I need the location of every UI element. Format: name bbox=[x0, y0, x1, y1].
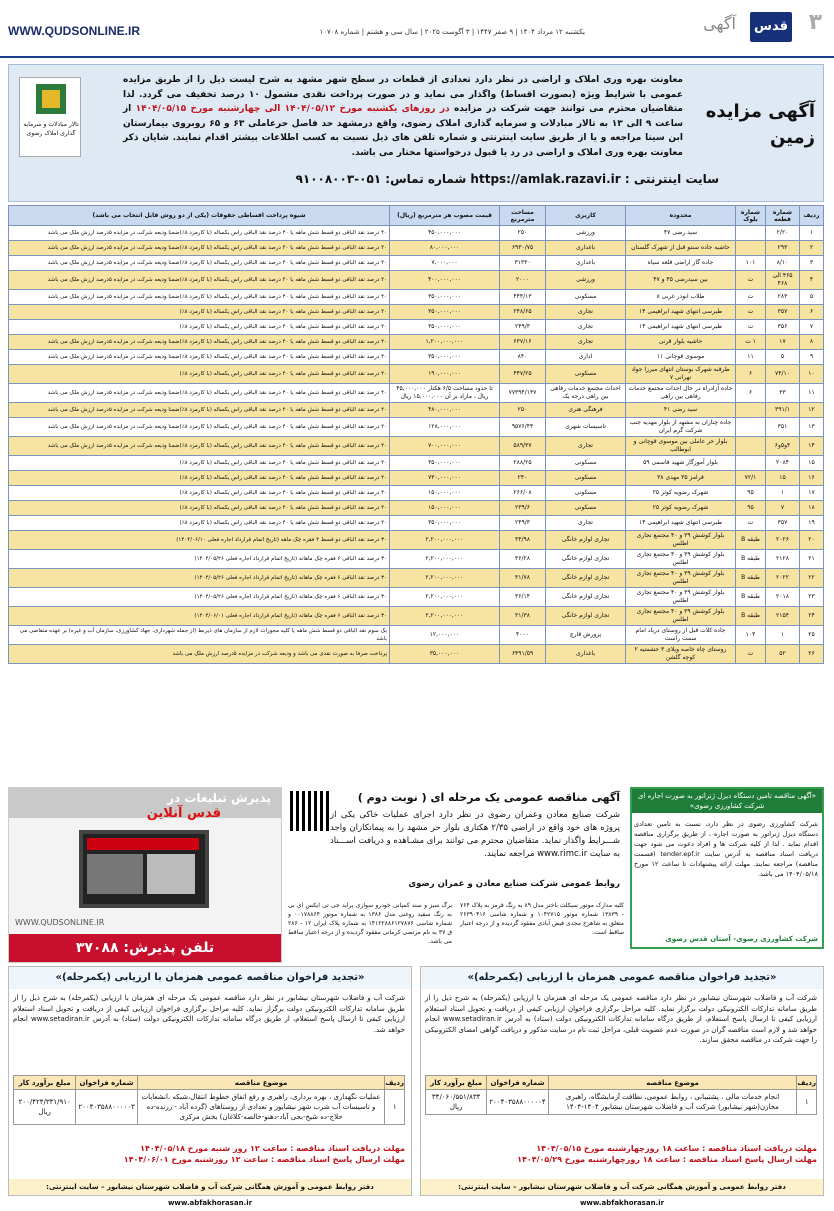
table-cell: ۲۵ bbox=[800, 626, 824, 645]
table-cell: ۲۴۰ bbox=[500, 471, 546, 486]
tender-table: ردیف موضوع مناقصه شماره فراخوان مبلغ برآورد کار ۱ عملیات نگهداری ، بهره برداری، راهبری و رفع اتفاق خطوط انتقال،شبکه ،انشعابات و تاسیسات آب شرب شهر نیشابور و تعدادی از روستاهای (گرده آباد - زرنده-ده حلاج-ده شیخ-بحی آباد-دهنو-خالصه-کلاغان) بخش مرکزی ۲۰۰۴۰۳۵۸۸۰۰۰۰۰۳ ۲۰۰/۴۲۴/۳۳۱/۹۱۰ ریال bbox=[13, 1075, 405, 1125]
table-cell: ۳۱/۷۸ bbox=[500, 569, 546, 588]
table-row bbox=[9, 626, 824, 645]
table-cell: تجاری لوازم خانگی bbox=[546, 569, 626, 588]
tender-footer: دفتر روابط عمومی و آموزش همگانی شرکت آب و فاضلاب شهرستان نیشابور – سایت اینترنتی: www.abfakhorasan.ir bbox=[9, 1179, 411, 1195]
table-cell: ۶۹۳۰/۷۵ bbox=[500, 241, 546, 256]
table-cell: مسکونی bbox=[546, 486, 626, 501]
table-cell: ۴۰ درصد نقد الباقی دو قسط شش ماهه یا ۴۰ درصد نقد الباقی راس یکساله (با کارمزد ۸٪) bbox=[9, 365, 390, 384]
mining-tender-ad bbox=[288, 787, 624, 899]
table-cell: بلوار حر عاملی بین موسوی قوچانی و ابوطالب bbox=[626, 437, 736, 456]
table-cell: ۳۵۰,۰۰۰,۰۰۰ bbox=[390, 290, 500, 305]
table-cell: تا حدود مساحت ۶/۵ هکتار ۴۵,۰۰۰,۰۰۰ ریال ، مازاد بر آن ۱۵,۰۰۰,۰۰۰ ریال bbox=[390, 384, 500, 403]
table-cell: اداری bbox=[546, 350, 626, 365]
table-cell: ۸۴۰ bbox=[500, 350, 546, 365]
table-cell: بلوار کوشش ۳۹ و ۴۰ مجتمع تجاری اطلس bbox=[626, 550, 736, 569]
table-cell: ۱ ت bbox=[736, 335, 766, 350]
table-cell: ۲/۲۰ bbox=[766, 226, 800, 241]
table-row bbox=[9, 531, 824, 550]
mining-ad-footer: روابط عمومی شرکت صنایع معادن و عمران رضوی bbox=[408, 879, 620, 889]
table-cell: ۴۰ درصد نقد الباقی دو قسط شش ماهه یا ۴۰ درصد نقد الباقی راس یکساله (با کارمزد ۸٪)ضمنا ودیعه شرکت در مزایده ۵درصد ارزش ملک می باشد bbox=[9, 335, 390, 350]
table-cell: ۴۴۴/۱۳ bbox=[500, 290, 546, 305]
mining-ad-body: شرکت صنایع معادن وعمران رضوی در نظر دارد اجرای عملیات خاکی یکی از پروژه های خود واقع در اراضی ۲/۳۵ هکتاری بلوار حر مشهد را به پیمانکاران واجد شـــرایط واگذار نماید. متقاضیان محترم می توانند برای مشـاهده و دریافت اســـناد به سایت www.rimc.ir مراجعه نمایند. bbox=[330, 810, 620, 859]
table-cell: موسوی قوچانی ۱۱ bbox=[626, 350, 736, 365]
table-cell: باغداری bbox=[546, 241, 626, 256]
table-cell: تجاری لوازم خانگی bbox=[546, 607, 626, 626]
table-cell: ۳۰ درصد نقد الباقی دو قسط ۴ فقره چک ماهه (تاریخ اتمام قرارداد اجاره فعلی ۱۴۰۴/۰۶/۱۰) bbox=[9, 531, 390, 550]
table-cell: ۹۵ bbox=[736, 486, 766, 501]
table-cell: باغداری bbox=[546, 645, 626, 664]
table-cell bbox=[736, 418, 766, 437]
table-row bbox=[9, 384, 824, 403]
table-cell: ۳۰ درصد نقد الباقی ۶ فقره چک ماهانه (تاریخ اتمام قرارداد اجاره فعلی ۱۴۰۴/۰۶/۰۱) bbox=[9, 607, 390, 626]
table-cell: ۵ bbox=[766, 350, 800, 365]
table-cell: ۴۰۰,۰۰۰,۰۰۰ bbox=[390, 271, 500, 290]
tender-body: شرکت آب و فاضلاب شهرستان نیشابور در نظر دارد مناقصه عمومی یک مرحله ای همزمان با ارزیابی (یکمرحله) به شرح ذیل را از طریق سامانه تدارکات الکترونیکی دولت برگزار نماید. کلیه مراحل برگزاری فراخوان ارزیابی کیفی از دریافت و تحویل اسناد استعلام ارزیابی کیفی تا ارسال پاسخ استعلام، از طریق درگاه سامانه تدارکات الکترونیکی دولت (ستاد) به آدرس www.setadiran.ir انجام خواهد شد و لازم است مناقصه گران در صورت عدم عضویت قبلی، مراحل ثبت نام در سایت مذکور و دریافت گواهی امضای الکترونیکی را جهت شرکت در مناقصه محقق سازند. bbox=[425, 994, 817, 1044]
table-cell: ۱ bbox=[766, 486, 800, 501]
table-cell: ۳۵۰,۰۰۰,۰۰۰ bbox=[390, 456, 500, 471]
land-auction-ad bbox=[8, 64, 824, 202]
table-cell: ۴۰ درصد نقد الباقی دو قسط شش ماهه یا ۴۰ درصد نقد الباقی راس یکساله (با کارمزد ۸٪)ضمنا ودیعه شرکت در مزایده ۵درصد ارزش ملک می باشد bbox=[9, 290, 390, 305]
table-cell: ۱۳ bbox=[800, 418, 824, 437]
table-cell: ۳۵۰,۰۰۰,۰۰۰ bbox=[390, 320, 500, 335]
table-cell: طبقه B bbox=[736, 607, 766, 626]
table-cell: ۶ bbox=[736, 365, 766, 384]
lost-doc-ad-2: کلیه مدارک موتور سیکلت باختر مدل ۸۹ به رنگ قرمز به پلاک ۷۶۴ - ۱۳۸۳۹ شماره موتور ۱۰۴۲۷۱۵ و شماره شاسی ۲۶۳۹۰۴۱۶ متعلق به شاهرخ مجدی فیض آبادی مفقود گردیده و از درجه اعتبار ساقط است. bbox=[460, 902, 624, 936]
table-cell: ۳۰ درصد نقد الباقی ۶ فقره چک ماهانه (تاریخ اتمام قرارداد اجاره فعلی ۱۴۰۴/۰۵/۲۶) bbox=[9, 588, 390, 607]
table-cell: ۴۰ درصد نقد الباقی دو قسط شش ماهه یا ۴۰ درصد نقد الباقی راس یکساله (با کارمزد ۸٪) bbox=[9, 486, 390, 501]
table-cell: ۴۶۵ الی ۴۶۸ bbox=[766, 271, 800, 290]
table-cell: ۱۵ bbox=[766, 471, 800, 486]
table-cell: باغداری bbox=[546, 256, 626, 271]
column-header: شماره بلوک bbox=[736, 206, 766, 226]
table-cell: ۱۴ bbox=[800, 437, 824, 456]
table-cell: ۴۰ درصد نقد الباقی دو قسط شش ماهه یا ۴۰ درصد نقد الباقی راس یکساله (با کارمزد ۸٪)ضمنا ودیعه شرکت در مزایده ۵درصد ارزش ملک می باشد bbox=[9, 256, 390, 271]
table-cell: حاشیه جاده سنتو قبل از شهرک گلستان bbox=[626, 241, 736, 256]
column-header: شماره قطعه bbox=[766, 206, 800, 226]
table-cell: ت bbox=[736, 320, 766, 335]
table-cell: ۶ bbox=[736, 384, 766, 403]
table-row bbox=[9, 588, 824, 607]
table-cell: ۷۷۳۹۴/۱۳۷ bbox=[500, 384, 546, 403]
table-cell: ۷۰۰,۰۰۰,۰۰۰ bbox=[390, 437, 500, 456]
table-cell: تجاری bbox=[546, 516, 626, 531]
table-cell: پرداخت صرفا به صورت نقدی می باشد و ودیعه شرکت در مزایده ۵درصد ارزش ملک می باشد bbox=[9, 645, 390, 664]
table-cell: ۲ bbox=[800, 241, 824, 256]
table-cell: ۱۵۰,۰۰۰,۰۰۰ bbox=[390, 486, 500, 501]
table-cell bbox=[736, 403, 766, 418]
table-cell: طبقه B bbox=[736, 531, 766, 550]
table-cell: ۴۰ درصد نقد الباقی دو قسط شش ماهه یا ۴۰ درصد نقد الباقی راس یکساله (با کارمزد ۸٪)ضمنا ودیعه شرکت در مزایده ۵درصد ارزش ملک می باشد bbox=[9, 437, 390, 456]
table-cell: طبرسی انتهای شهید ابراهیمی ۱۴ bbox=[626, 305, 736, 320]
media-ad-phone: تلفن پذیرش: ۳۷۰۸۸ bbox=[9, 934, 281, 962]
column-header: محدوده bbox=[626, 206, 736, 226]
land-parcels-table bbox=[8, 205, 824, 664]
table-cell: ۲۰ bbox=[800, 531, 824, 550]
table-cell: طبقه B bbox=[736, 550, 766, 569]
table-cell: ۵۸۹/۳۷ bbox=[500, 437, 546, 456]
table-cell: ت bbox=[736, 271, 766, 290]
table-cell: ۴۰ درصد نقد الباقی دو قسط شش ماهه یا ۴۰ درصد نقد الباقی راس یکساله (با کارمزد ۸٪)ضمنا ودیعه شرکت در مزایده ۵درصد ارزش ملک می باشد bbox=[9, 350, 390, 365]
masthead bbox=[0, 0, 834, 58]
table-cell: ۲۰۰۰ bbox=[500, 271, 546, 290]
table-cell: تجاری لوازم خانگی bbox=[546, 531, 626, 550]
table-cell: ت bbox=[736, 290, 766, 305]
table-cell: ۹۵ bbox=[736, 501, 766, 516]
table-cell bbox=[736, 226, 766, 241]
table-cell: تجاری bbox=[546, 320, 626, 335]
table-cell: تجاری لوازم خانگی bbox=[546, 550, 626, 569]
media-ad-line2: قدس آنلاین bbox=[146, 806, 221, 821]
table-row bbox=[9, 305, 824, 320]
table-cell: ۲۲ bbox=[800, 569, 824, 588]
table-cell bbox=[736, 241, 766, 256]
table-cell: ۶ bbox=[800, 305, 824, 320]
table-cell: مسکونی bbox=[546, 501, 626, 516]
page-number: ۳ bbox=[808, 10, 822, 35]
tender-table: ردیف موضوع مناقصه شماره فراخوان مبلغ برآورد کار ۱ انجام خدمات مالی ، پشتیبانی ، روابط عمومی، نظافت آزمایشگاه، راهبری مخازن(شهر نیشابور) شرکت آب و فاضلاب شهرستان نیشابور ۱۴۰۴-۱۴۰۴ ۲۰۰۴۰۳۵۸۸۰۰۰۰۰۴ ۳۴/۰۶۰/۵۵۱/۸۳۴ ریال bbox=[425, 1075, 817, 1115]
table-row bbox=[9, 486, 824, 501]
table-cell: ۱۱ bbox=[800, 384, 824, 403]
table-cell: ۴۵۰,۰۰۰,۰۰۰ bbox=[390, 226, 500, 241]
generator-ad-title: «آگهی مناقصه تامین دستگاه دیزل ژنراتور به صورت اجاره ای شرکت کشاورزی رضوی» bbox=[632, 789, 822, 813]
table-cell: ۲۴۸/۶۵ bbox=[500, 305, 546, 320]
table-cell: ۱ bbox=[766, 626, 800, 645]
table-cell: ۷۲/۱ bbox=[736, 471, 766, 486]
table-cell: بین سیدرضی ۴۵ و ۴۷ bbox=[626, 271, 736, 290]
table-cell: ۷۳۰,۰۰۰,۰۰۰ bbox=[390, 471, 500, 486]
table-cell: ۲,۲۰۰,۰۰۰,۰۰۰ bbox=[390, 607, 500, 626]
table-cell: ۱۶ bbox=[800, 471, 824, 486]
table-cell: طبرسی انتهای شهید ابراهیمی ۱۴ bbox=[626, 320, 736, 335]
table-cell: ۴۴۷/۲۵ bbox=[500, 365, 546, 384]
table-row bbox=[9, 471, 824, 486]
table-row bbox=[9, 550, 824, 569]
table-cell: جاده گاز اراضی قلعه سیاه bbox=[626, 256, 736, 271]
table-cell: ۴۰ درصد نقد الباقی دو قسط شش ماهه یا ۴۰ درصد نقد الباقی راس یکساله (با کارمزد ۸٪)ضمنا ودیعه شرکت در مزایده ۵درصد ارزش ملک می باشد bbox=[9, 226, 390, 241]
section-label: آگهی bbox=[703, 14, 736, 33]
table-cell: ۱۲,۰۰۰,۰۰۰ bbox=[390, 626, 500, 645]
table-cell: شهرک رضویه کوثر ۲۵ bbox=[626, 486, 736, 501]
table-cell: ۲,۲۰۰,۰۰۰,۰۰۰ bbox=[390, 531, 500, 550]
qr-code-icon bbox=[290, 791, 330, 831]
table-cell: بلوار آموزگار شهید قاسمی ۵۹ bbox=[626, 456, 736, 471]
table-cell bbox=[736, 456, 766, 471]
table-cell: ۴و۵و۶ bbox=[766, 437, 800, 456]
table-cell: ۳۰ درصد نقد الباقی ۶ فقره چک ماهانه (تاریخ اتمام قرارداد اجاره فعلی ۱۴۰۴/۰۵/۲۶) bbox=[9, 569, 390, 588]
table-row bbox=[9, 320, 824, 335]
ad-body: معاونت بهره وری املاک و اراضی در نظر دارد تعدادی از قطعات در سطح شهر مشهد به شرح لیست ذیل را از طریق مزایده عمومی با شرایط ویژه (بصورت اقساط) واگذار می نماید و در صورت پرداخت نقدی مشمول ۱۰ درصد تخفیف می گردد. لذا متقاضیان محترم می توانند جهت شرکت در مزایده در روزهای یکشنبه مورخ ۱۴۰۴/۰۵/۱۲ الی چهارشنبه مورخ ۱۴۰۴/۰۵/۱۵ از ساعت ۹ الی ۱۳ به تالار مبادلات و سرمایه گذاری املاک رضوی، واقع درمشهد حد فاصل حرعاملی ۶۳ و ۶۵ روبروی بیمارستان ابن سینا مراجعه و یا از طریق سایت اینترنتی و شماره تلفن های ذیل نسبت به کسب اطلاعات بیشتر اقدام نمایند. شایان ذکر معاونت بهره وری املاک و اراضی در رد یا قبول درخواستها مختار می باشد. bbox=[123, 75, 684, 158]
table-cell: ۴۰ درصد نقد الباقی دو قسط شش ماهه یا ۴۰ درصد نقد الباقی راس یکساله (با کارمزد ۸٪)ضمنا ودیعه شرکت در مزایده ۵درصد ارزش ملک می باشد bbox=[9, 403, 390, 418]
table-cell: ۱۸ bbox=[800, 501, 824, 516]
table-cell: ۱۷ bbox=[766, 335, 800, 350]
table-cell: ۲۴۹/۳ bbox=[500, 516, 546, 531]
table-cell: ۴۰ درصد نقد الباقی دو قسط شش ماهه یا ۴۰ درصد نقد الباقی راس یکساله (با کارمزد ۸٪) bbox=[9, 456, 390, 471]
table-cell: ت bbox=[736, 305, 766, 320]
table-row bbox=[9, 335, 824, 350]
water-tenders bbox=[8, 966, 824, 1207]
table-cell: بلوار کوشش ۳۹ و ۴۰ مجتمع تجاری اطلس bbox=[626, 607, 736, 626]
table-cell: شهرک رضویه کوثر ۲۵ bbox=[626, 501, 736, 516]
generator-ad-footer: شرکت کشاورزی رضوی- آستان قدس رضوی bbox=[665, 935, 818, 943]
table-cell: ۲۱ bbox=[800, 550, 824, 569]
table-cell: مسکونی bbox=[546, 290, 626, 305]
tender-deadlines: مهلت دریافت اسناد مناقصه : ساعت ۱۸ روزچهارشنبه مورخ ۱۴۰۴/۰۵/۱۵ مهلت ارسال پاسخ اسناد مناقصه : ساعت ۱۸ روزچهارشنبه مورخ ۱۴۰۴/۰۵/۲۹ bbox=[517, 1144, 817, 1164]
table-cell: ۴۰ درصد نقد الباقی دو قسط شش ماهه یا ۴۰ درصد نقد الباقی راس یکساله (با کارمزد ۸٪)ضمنا ودیعه شرکت در مزایده ۵درصد ارزش ملک می باشد bbox=[9, 271, 390, 290]
table-cell: ۱۷ bbox=[800, 486, 824, 501]
tender-footer: دفتر روابط عمومی و آموزش همگانی شرکت آب و فاضلاب شهرستان نیشابور – سایت اینترنتی: www.abfakhorasan.ir bbox=[421, 1179, 823, 1195]
table-cell: طبقه B bbox=[736, 569, 766, 588]
table-cell: ۴۰ درصد نقد الباقی دو قسط شش ماهه یا ۴۰ درصد نقد الباقی راس یکساله (با کارمزد ۸٪) bbox=[9, 305, 390, 320]
table-row bbox=[9, 607, 824, 626]
table-cell: ۳۶/۱۴ bbox=[500, 588, 546, 607]
tender-title: «تجدید فراخوان مناقصه عمومی همزمان با ارزیابی (یکمرحله)» bbox=[9, 967, 411, 989]
table-row bbox=[9, 645, 824, 664]
table-cell: ۲,۲۰۰,۰۰۰,۰۰۰ bbox=[390, 569, 500, 588]
table-row bbox=[9, 256, 824, 271]
tender-deadlines: مهلت دریافت اسناد مناقصه : ساعت ۱۲ روز شنبه مورخ ۱۴۰۴/۰۵/۱۸ مهلت ارسال پاسخ اسناد مناقصه : ساعت ۱۲ روزشنبه مورخ ۱۴۰۴/۰۶/۰۱ bbox=[123, 1144, 405, 1164]
table-cell: حاشیه بلوار قرنی bbox=[626, 335, 736, 350]
table-cell: طبرسی انتهای شهید ابراهیمی ۱۴ bbox=[626, 516, 736, 531]
table-row bbox=[9, 241, 824, 256]
table-cell: ۹ bbox=[800, 350, 824, 365]
table-row bbox=[9, 516, 824, 531]
table-cell: ۱۱ bbox=[736, 350, 766, 365]
table-cell: ۳۵۷ bbox=[766, 305, 800, 320]
table-cell: ۲۶۶/۰۸ bbox=[500, 486, 546, 501]
table-cell: ۱ bbox=[800, 226, 824, 241]
table-cell: ۲,۲۰۰,۰۰۰,۰۰۰ bbox=[390, 550, 500, 569]
table-cell: ۲۹۳ bbox=[766, 241, 800, 256]
table-cell: جاده آزادراه در حال احداث مجتمع خدمات رفاهی بین راهی bbox=[626, 384, 736, 403]
media-ad-line1: پذیرش تبلیغات در bbox=[167, 791, 271, 805]
auction-dates: در روزهای یکشنبه مورخ ۱۴۰۴/۰۵/۱۲ الی چهارشنبه مورخ ۱۴۰۴/۰۵/۱۵ bbox=[135, 104, 450, 114]
table-row bbox=[9, 365, 824, 384]
table-cell: پرورش قارچ bbox=[546, 626, 626, 645]
table-cell: ۶۳۷/۱۶ bbox=[500, 335, 546, 350]
table-cell: ۲۸۸/۲۵ bbox=[500, 456, 546, 471]
table-cell: ۴۸۰,۰۰۰,۰۰۰ bbox=[390, 403, 500, 418]
table-cell: ۴۰ درصد نقد الباقی دو قسط شش ماهه یا ۴۰ درصد نقد الباقی راس یکساله (با کارمزد ۸٪) bbox=[9, 516, 390, 531]
table-cell: ۴۰ درصد نقد الباقی دو قسط شش ماهه یا ۴۰ درصد نقد الباقی راس یکساله (با کارمزد ۸٪) bbox=[9, 471, 390, 486]
table-cell: ۲۰۸۴ bbox=[766, 456, 800, 471]
table-cell: ۳۵۱ bbox=[766, 418, 800, 437]
table-cell: ۷۴/۱۰ bbox=[766, 365, 800, 384]
tender-title: «تجدید فراخوان مناقصه عمومی همزمان با ارزیابی (یکمرحله)» bbox=[421, 967, 823, 989]
tender-body: شرکت آب و فاضلاب شهرستان نیشابور در نظر دارد مناقصه عمومی یک مرحله ای همزمان با ارزیابی (یکمرحله) به شرح ذیل را از طریق سامانه تدارکات الکترونیکی دولت برگزار نماید. کلیه مراحل برگزاری فراخوان ارزیابی کیفی از دریافت و تحویل اسناد استعلام ارزیابی کیفی تا ارسال پاسخ استعلام، از طریق درگاه سامانه تدارکات الکترونیکی دولت (ستاد) به آدرس www.setadiran.ir انجام خواهد شد. bbox=[13, 994, 405, 1034]
table-cell: ۴۰ درصد نقد الباقی دو قسط شش ماهه یا ۴۰ درصد نقد الباقی راس یکساله (با کارمزد ۸٪)ضمنا ودیعه شرکت در مزایده ۵درصد ارزش ملک می باشد bbox=[9, 384, 390, 403]
table-cell: ۳۵۰,۰۰۰,۰۰۰ bbox=[390, 516, 500, 531]
table-row bbox=[9, 501, 824, 516]
column-header: مساحت مترمربع bbox=[500, 206, 546, 226]
table-cell: ۲۵۰ bbox=[500, 226, 546, 241]
table-cell: ۸ bbox=[800, 335, 824, 350]
table-cell: احداث مجتمع خدمات رفاهی بین راهی درجه یک bbox=[546, 384, 626, 403]
table-cell: ۲,۲۰۰,۰۰۰,۰۰۰ bbox=[390, 588, 500, 607]
table-cell: ورزشی bbox=[546, 271, 626, 290]
table-cell: ۲۳۹/۶ bbox=[500, 501, 546, 516]
table-cell: مسکونی bbox=[546, 365, 626, 384]
table-cell bbox=[736, 437, 766, 456]
table-cell: فرهنگی هنری bbox=[546, 403, 626, 418]
table-cell: ۲۱۲۸ bbox=[766, 550, 800, 569]
table-cell: ۵ bbox=[800, 290, 824, 305]
table-row: ۱ عملیات نگهداری ، بهره برداری، راهبری و رفع اتفاق خطوط انتقال،شبکه ،انشعابات و تاسیسات آب شرب شهر نیشابور و تعدادی از روستاهای (گرده آباد - زرنده-ده حلاج-ده شیخ-بحی آباد-دهنو-خالصه-کلاغان) بخش مرکزی ۲۰۰۴۰۳۵۸۸۰۰۰۰۰۳ ۲۰۰/۴۲۴/۳۳۱/۹۱۰ ریال bbox=[14, 1090, 405, 1125]
table-cell: طبقه B bbox=[736, 588, 766, 607]
table-cell: ۳۵۷ bbox=[766, 516, 800, 531]
table-cell: ۳۵۰,۰۰۰,۰۰۰ bbox=[390, 305, 500, 320]
table-cell: ۴۰ درصد نقد الباقی دو قسط شش ماهه یا ۴۰ درصد نقد الباقی راس یکساله (با کارمزد ۸٪)ضمنا ودیعه شرکت در مزایده ۵درصد ارزش ملک می باشد bbox=[9, 418, 390, 437]
table-cell: ۴۰ درصد نقد الباقی دو قسط شش ماهه یا ۴۰ درصد نقد الباقی راس یکساله (با کارمزد ۸٪) bbox=[9, 501, 390, 516]
table-row bbox=[9, 437, 824, 456]
table-cell: ۲۸۳ bbox=[766, 290, 800, 305]
table-cell: ۷ bbox=[800, 320, 824, 335]
media-ad-site[interactable]: WWW.QUDSONLINE.IR bbox=[15, 918, 105, 927]
table-cell: ۳۴/۹۸ bbox=[500, 531, 546, 550]
table-cell: ۲۵۰ bbox=[500, 403, 546, 418]
table-row bbox=[9, 350, 824, 365]
table-cell: ت bbox=[736, 516, 766, 531]
table-cell: ۳۵,۰۰۰,۰۰۰ bbox=[390, 645, 500, 664]
table-cell: یک سوم نقد الباقی دو قسط شش ماهه یا کلیه مجوزات لازم از سازمان های ذیربط (از جمله شهرداری، جهاد کشاورزی، سازمان آب و غیره) بر عهده متقاضی می باشد bbox=[9, 626, 390, 645]
table-cell: ۱۲۸,۰۰۰,۰۰۰ bbox=[390, 418, 500, 437]
table-cell: ۲۳ bbox=[800, 588, 824, 607]
table-row bbox=[9, 456, 824, 471]
table-cell: ۸۰,۰۰۰,۰۰۰ bbox=[390, 241, 500, 256]
table-row bbox=[9, 271, 824, 290]
table-cell: مسکونی bbox=[546, 471, 626, 486]
table-cell: ۳۵۶ bbox=[766, 320, 800, 335]
table-cell: ۱۲ bbox=[800, 403, 824, 418]
table-cell: ۱۰۴ bbox=[736, 626, 766, 645]
table-cell: ت bbox=[736, 645, 766, 664]
ad-title: آگهی مزایده زمین bbox=[705, 101, 815, 148]
table-cell: ۱,۲۰۰,۰۰۰,۰۰۰ bbox=[390, 335, 500, 350]
table-cell: ۲۰۱۸ bbox=[766, 588, 800, 607]
generator-tender-ad bbox=[630, 787, 824, 949]
contact-info: سایت اینترنتی : https://amlak.razavi.ir شماره تماس: ۰۵۱-۹۱۰۰۸۰۰۳ bbox=[295, 172, 719, 186]
table-cell: سید رضی ۴۱ bbox=[626, 403, 736, 418]
table-cell: ۳ bbox=[800, 256, 824, 271]
tender-right bbox=[420, 966, 824, 1207]
table-row bbox=[9, 290, 824, 305]
table-cell: ورزشی bbox=[546, 226, 626, 241]
table-cell: سید رضی ۴۷ bbox=[626, 226, 736, 241]
table-cell: ۱۰۱ bbox=[736, 256, 766, 271]
mining-ad-title: آگهی مناقصه عمومی یک مرحله ای ( نوبت دوم ) bbox=[357, 791, 620, 804]
table-cell: ۳۱۳۳۰ bbox=[500, 256, 546, 271]
table-cell: ۶۴۹۱/۵۹ bbox=[500, 645, 546, 664]
table-cell: بلوار کوشش ۳۹ و ۴۰ مجتمع تجاری اطلس bbox=[626, 588, 736, 607]
tender-left bbox=[8, 966, 412, 1207]
table-cell: ۴ bbox=[800, 271, 824, 290]
table-cell: جاده چناران به مشهد از بلوار مهدیه جنب شرکت گرم ایران bbox=[626, 418, 736, 437]
qudsonline-ad bbox=[8, 787, 282, 963]
table-cell: ۱۹۰,۰۰۰,۰۰۰ bbox=[390, 365, 500, 384]
column-header: شیوه پرداخت اقساطی حقوقات (یکی از دو روش قابل انتخاب می باشد) bbox=[9, 206, 390, 226]
table-cell: ۳۳ bbox=[766, 384, 800, 403]
table-cell: ۵۲ bbox=[766, 645, 800, 664]
table-cell: ۱۰ bbox=[800, 365, 824, 384]
table-cell: ۹۵۷۶/۴۴ bbox=[500, 418, 546, 437]
table-row: ۱ انجام خدمات مالی ، پشتیبانی ، روابط عمومی، نظافت آزمایشگاه، راهبری مخازن(شهر نیشابور) شرکت آب و فاضلاب شهرستان نیشابور ۱۴۰۴-۱۴۰۴ ۲۰۰۴۰۳۵۸۸۰۰۰۰۰۴ ۳۴/۰۶۰/۵۵۱/۸۳۴ ریال bbox=[426, 1090, 817, 1115]
table-cell: ۳۶/۲۸ bbox=[500, 550, 546, 569]
table-cell: ۳۱/۳۸ bbox=[500, 607, 546, 626]
table-cell: ۱۵۰,۰۰۰,۰۰۰ bbox=[390, 501, 500, 516]
column-header: قیمت مصوب هر مترمربع (ریال) bbox=[390, 206, 500, 226]
table-cell: ۷ bbox=[766, 501, 800, 516]
lost-doc-ad-1: برگ سبز و سند کمپانی خودرو سواری پراید جی تی ایکس ای بی به رنگ سفید روغنی مدل ۱۳۸۶ به شماره موتور ۰۰۱۷۸۸۶۴ و شماره شاسی ۱۴۱۲۲۸۸۶۱۲۷۸۷۶ به شماره پلاک ایران ۱۲ - ۲۸۶ ق ۳۷ به نام مرتضی کرمانی مفقود گردیده و از درجه اعتبار ساقط می باشد. bbox=[288, 902, 453, 945]
table-cell: طلاب ابوذر غربی ۸ bbox=[626, 290, 736, 305]
column-header: ردیف bbox=[800, 206, 824, 226]
table-cell: ۳۹۱/۱ bbox=[766, 403, 800, 418]
site-url[interactable]: WWW.QUDSONLINE.IR bbox=[8, 24, 140, 38]
table-row bbox=[9, 226, 824, 241]
table-cell: ۲۶ bbox=[800, 645, 824, 664]
table-cell: ۲۴۹/۳ bbox=[500, 320, 546, 335]
table-cell: روستای چاه خاصه ویلای ۳ حشمتیه ۲ کوچه گلشن bbox=[626, 645, 736, 664]
table-cell: ۴۰ درصد نقد الباقی دو قسط شش ماهه یا ۴۰ درصد نقد الباقی راس یکساله (با کارمزد ۸٪) bbox=[9, 320, 390, 335]
generator-ad-body: شرکت کشاورزی رضوی در نظر دارد، نسبت به تامین تعدادی دستگاه دیزل ژنراتور به صورت اجاره ، از طریق برگزاری مناقصه اقدام نماید . لذا از کلیه شرکت ها و افراد دعوت می شود جهت دریافت اسناد مناقصه به آدرس سایت tender.epf.ir (قسمت مناقصه) مراجعه نمایند. مهلت ارائه پیشنهادات تا ساعت ۱۲ مورخ ۱۴۰۴/۰۵/۱۸ می باشد. bbox=[634, 820, 819, 878]
table-cell: ۳۰ درصد نقد الباقی ۶ فقره چک ماهانه (تاریخ اتمام قرارداد اجاره فعلی ۱۴۰۴/۰۵/۲۶) bbox=[9, 550, 390, 569]
table-cell: ۴۰ درصد نقد الباقی دو قسط شش ماهه یا ۴۰ درصد نقد الباقی راس یکساله (با کارمزد ۸٪)ضمنا ودیعه شرکت در مزایده ۵درصد ارزش ملک می باشد bbox=[9, 241, 390, 256]
column-header: کاربری bbox=[546, 206, 626, 226]
table-cell: ۷,۰۰۰,۰۰۰ bbox=[390, 256, 500, 271]
table-cell: ۴۰۰۰ bbox=[500, 626, 546, 645]
table-cell: ۲۴ bbox=[800, 607, 824, 626]
table-row bbox=[9, 569, 824, 588]
table-cell: ۲۰۲۶ bbox=[766, 531, 800, 550]
table-cell: مسکونی bbox=[546, 456, 626, 471]
table-cell: تجاری bbox=[546, 305, 626, 320]
table-cell: تجاری bbox=[546, 437, 626, 456]
table-cell: تجاری bbox=[546, 335, 626, 350]
table-cell: جاده کلات قبل از روستای درباد امام سمت راست bbox=[626, 626, 736, 645]
table-cell: طرقبه شهرک بوستان انتهای میرزا جواد تهرانی ۷ bbox=[626, 365, 736, 384]
table-cell: بلوار کوشش ۳۹ و ۴۰ مجتمع تجاری اطلس bbox=[626, 531, 736, 550]
table-cell: ۳۵۰,۰۰۰,۰۰۰ bbox=[390, 350, 500, 365]
table-cell: تاسیسات شهری bbox=[546, 418, 626, 437]
issue-info: یکشنبه ۱۲ مرداد ۱۴۰۴ | ۹ صفر ۱۴۴۷ | ۳ آگوست ۲۰۲۵ | سال سی و هشتم | شماره ۱۰۷۰۸ bbox=[319, 28, 585, 36]
table-cell: قرامز ۳۵ مهدی ۳۸ bbox=[626, 471, 736, 486]
table-cell: ۲۰۲۲ bbox=[766, 569, 800, 588]
monitor-illustration bbox=[79, 830, 209, 908]
table-row bbox=[9, 403, 824, 418]
amlak-logo: تالار مبادلات و سرمایه گذاری املاک رضوی bbox=[19, 77, 81, 157]
table-cell: بلوار کوشش ۳۹ و ۴۰ مجتمع تجاری اطلس bbox=[626, 569, 736, 588]
lost-documents-ads bbox=[288, 901, 624, 963]
newspaper-logo: قدس bbox=[750, 12, 792, 42]
table-cell: ۸/۱۰ bbox=[766, 256, 800, 271]
table-cell: ۱۵ bbox=[800, 456, 824, 471]
table-cell: ۱۹ bbox=[800, 516, 824, 531]
table-cell: ۲۱۵۴ bbox=[766, 607, 800, 626]
table-row bbox=[9, 418, 824, 437]
table-cell: تجاری لوازم خانگی bbox=[546, 588, 626, 607]
